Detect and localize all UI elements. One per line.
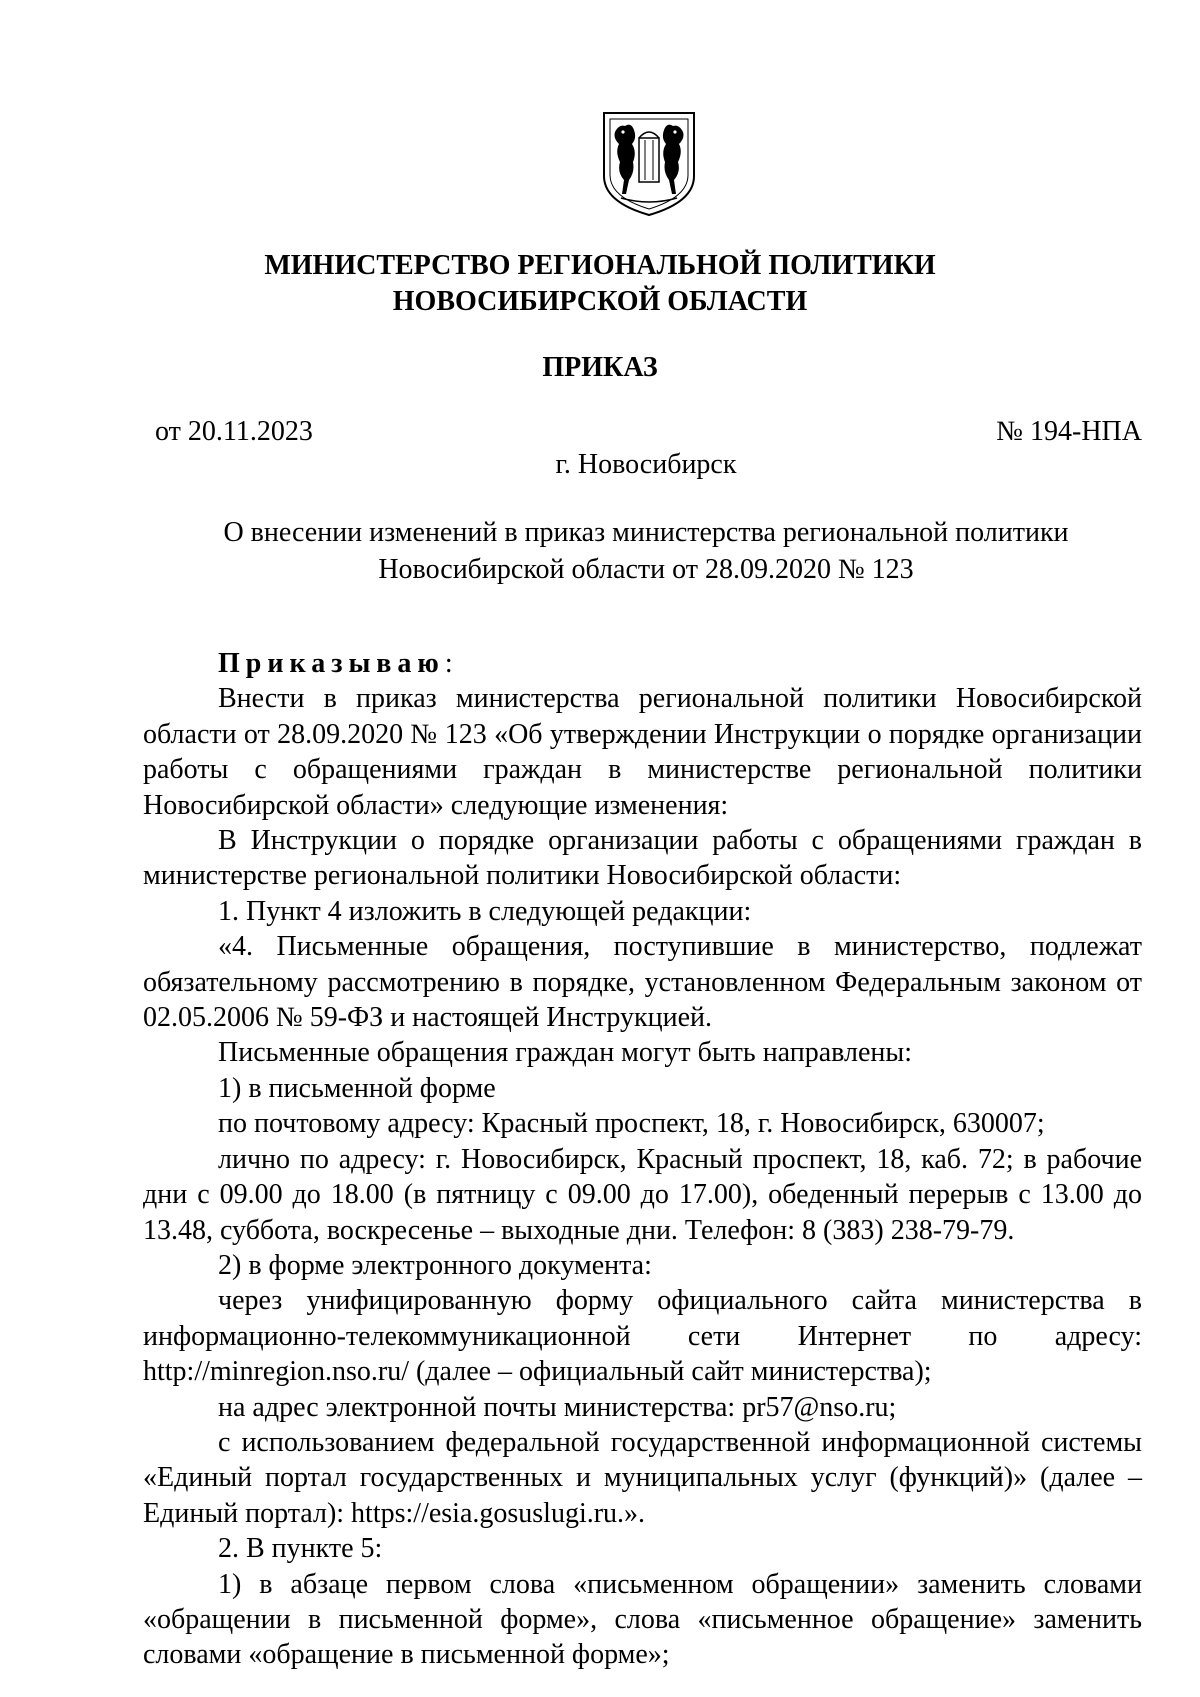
body-paragraph: на адрес электронной почты министерства: pr57@nso.ru; bbox=[218, 1391, 897, 1423]
body-paragraph: лично по адресу: г. Новосибирск, Красный проспект, 18, каб. 72; в рабочие дни с 09.00 до 18.00 (в пятницу с 09.00 до 17.00), обеденный перерыв с 13.00 до 13.48, суббота, воскресенье – выходные дни. Телефон: 8 (383) 238-79-79. bbox=[143, 1143, 1142, 1246]
document-body bbox=[143, 646, 1142, 1673]
body-paragraph: 1) в абзаце первом слова «письменном обращении» заменить словами «обращении в письменной форме», слова «письменное обращение» заменить словами «обращение в письменной форме»; bbox=[143, 1568, 1142, 1671]
body-paragraph: 2) в форме электронного документа: bbox=[218, 1249, 652, 1281]
ministry-name-line1: МИНИСТЕРСТВО РЕГИОНАЛЬНОЙ ПОЛИТИКИ bbox=[264, 250, 936, 281]
body-paragraph: 2. В пункте 5: bbox=[218, 1533, 383, 1565]
document-type-heading: ПРИКАЗ bbox=[542, 352, 658, 383]
document-number: № 194-НПА bbox=[996, 416, 1142, 447]
body-paragraph: Письменные обращения граждан могут быть направлены: bbox=[218, 1037, 912, 1069]
body-paragraph: 1) в письменной форме bbox=[218, 1072, 496, 1104]
document-subject bbox=[0, 514, 1200, 588]
order-word: Приказываю bbox=[218, 648, 445, 679]
order-directive bbox=[143, 646, 1142, 681]
subject-line2: Новосибирской области от 28.09.2020 № 123 bbox=[378, 554, 914, 585]
body-paragraph: через унифицированную форму официального сайта министерства в информационно-телекоммуникационной сети Интернет по адресу: http://minregion.nso.ru/ (далее – официальный сайт министерства); bbox=[143, 1285, 1142, 1388]
body-paragraph: Внести в приказ министерства региональной политики Новосибирской области от 28.09.2020 № 123 «Об утверждении Инструкции о порядке организации работы с обращениями граждан в министерстве региональной политики Новосибирской области» следующие изменения: bbox=[143, 683, 1142, 821]
subject-line1: О внесении изменений в приказ министерства региональной политики bbox=[223, 517, 1069, 548]
body-paragraph: по почтовому адресу: Красный проспект, 18, г. Новосибирск, 630007; bbox=[218, 1108, 1045, 1140]
ministry-name-heading bbox=[0, 248, 1200, 320]
body-paragraph: «4. Письменные обращения, поступившие в министерство, подлежат обязательному рассмотрению в порядке, установленном Федеральным законом от 02.05.2006 № 59-ФЗ и настоящей Инструкцией. bbox=[143, 931, 1142, 1034]
order-colon: : bbox=[444, 648, 453, 679]
body-paragraph: В Инструкции о порядке организации работы с обращениями граждан в министерстве региональной политики Новосибирской области: bbox=[143, 825, 1142, 892]
document-city: г. Новосибирск bbox=[555, 449, 737, 480]
ministry-name-line2: НОВОСИБИРСКОЙ ОБЛАСТИ bbox=[392, 286, 808, 317]
coat-of-arms-emblem bbox=[601, 110, 697, 218]
document-date: от 20.11.2023 bbox=[155, 416, 313, 447]
body-paragraph: с использованием федеральной государственной информационной системы «Единый портал государственных и муниципальных услуг (функций)» (далее – Единый портал): https://esia.gosuslugi.ru.». bbox=[143, 1426, 1142, 1529]
body-paragraph: 1. Пункт 4 изложить в следующей редакции: bbox=[218, 895, 752, 927]
